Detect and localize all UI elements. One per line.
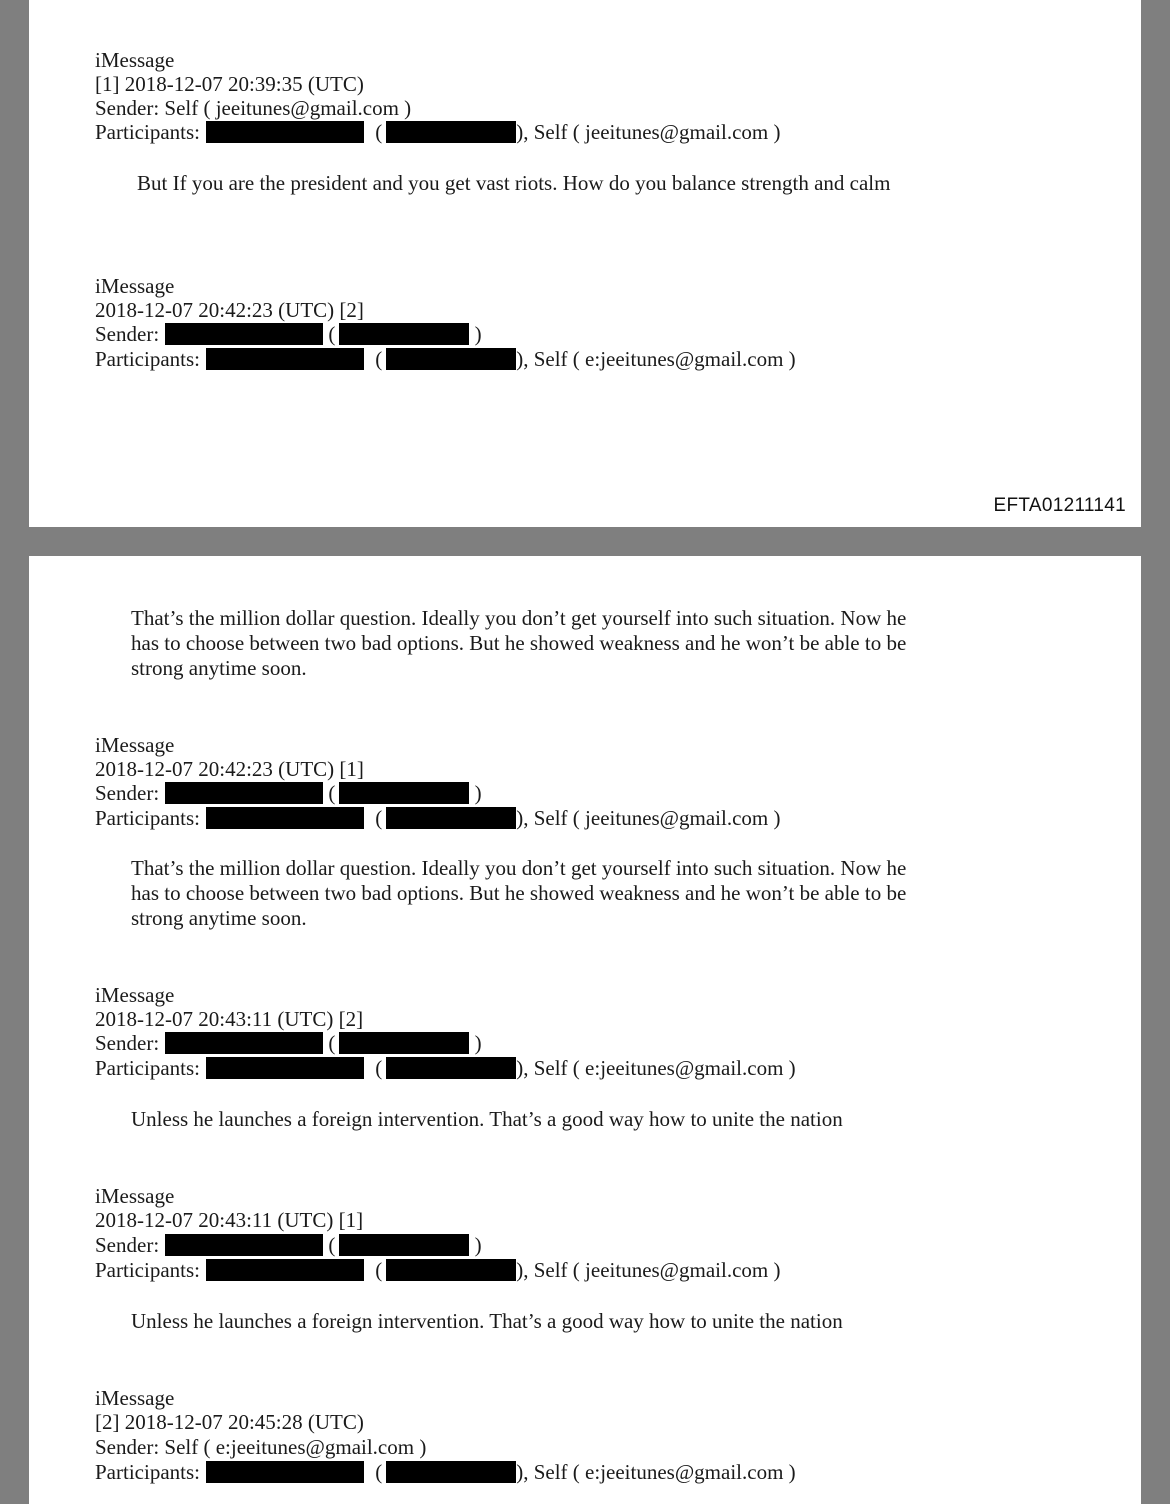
message-service: iMessage — [95, 274, 175, 298]
redaction-box — [339, 323, 469, 345]
left-margin-bar — [0, 0, 29, 1504]
bates-number: EFTA01211141 — [993, 495, 1126, 516]
participants-label: Participants: — [95, 1460, 200, 1484]
participants-line: Participants: ( ), Self ( jeeitunes@gmail.com ) — [95, 806, 781, 830]
participants-label: Participants: — [95, 347, 200, 371]
message-timestamp: [1] 2018-12-07 20:39:35 (UTC) — [95, 72, 364, 96]
redaction-box — [386, 1461, 516, 1483]
participants-suffix: ), Self ( e:jeeitunes@gmail.com ) — [516, 1056, 796, 1080]
sender-value: Self ( jeeitunes@gmail.com ) — [164, 96, 412, 120]
message-body: Unless he launches a foreign intervention. That’s a good way how to unite the nation — [131, 1107, 843, 1131]
participants-suffix: ), Self ( e:jeeitunes@gmail.com ) — [516, 347, 796, 371]
message-timestamp: 2018-12-07 20:42:23 (UTC) [1] — [95, 757, 364, 781]
sender-line: Sender: ( ) — [95, 322, 482, 346]
participants-suffix: ), Self ( jeeitunes@gmail.com ) — [516, 806, 781, 830]
sender-value: Self ( e:jeeitunes@gmail.com ) — [164, 1435, 427, 1459]
participants-suffix: ), Self ( jeeitunes@gmail.com ) — [516, 1258, 781, 1282]
sender-label: Sender: — [95, 1031, 160, 1055]
redaction-box — [386, 1057, 516, 1079]
participants-line: Participants: ( ), Self ( e:jeeitunes@gmail.com ) — [95, 1460, 796, 1484]
redaction-box — [206, 1461, 364, 1483]
redaction-box — [386, 348, 516, 370]
redaction-box — [165, 782, 323, 804]
participants-label: Participants: — [95, 1258, 200, 1282]
participants-line: Participants: ( ), Self ( e:jeeitunes@gmail.com ) — [95, 347, 796, 371]
message-service: iMessage — [95, 733, 175, 757]
sender-line — [95, 1435, 426, 1459]
redaction-box — [339, 782, 469, 804]
message-body: Unless he launches a foreign intervention. That’s a good way how to unite the nation — [131, 1309, 843, 1333]
redaction-box — [206, 807, 364, 829]
sender-label: Sender: — [95, 322, 160, 346]
sender-label: Sender: — [95, 1435, 160, 1459]
document-page-2 — [29, 556, 1141, 1504]
participants-line: Participants: ( ), Self ( jeeitunes@gmail.com ) — [95, 1258, 781, 1282]
participants-suffix: ), Self ( jeeitunes@gmail.com ) — [516, 120, 781, 144]
sender-line: Sender: ( ) — [95, 1233, 482, 1257]
right-margin-bar — [1141, 0, 1170, 1504]
sender-line — [95, 96, 411, 120]
message-body: That’s the million dollar question. Ideally you don’t get yourself into such situation. Now he has to choose between two bad options. But he showed weakness and he won’t be able to be strong anytime soon. — [131, 606, 907, 680]
message-service: iMessage — [95, 1184, 175, 1208]
sender-line: Sender: ( ) — [95, 781, 482, 805]
message-service: iMessage — [95, 1386, 175, 1410]
redaction-box — [206, 1057, 364, 1079]
participants-line: Participants: ( ), Self ( jeeitunes@gmail.com ) — [95, 120, 781, 144]
redaction-box — [165, 1234, 323, 1256]
sender-label: Sender: — [95, 781, 160, 805]
page-separator — [0, 527, 1170, 556]
message-timestamp: [2] 2018-12-07 20:45:28 (UTC) — [95, 1410, 364, 1434]
message-service: iMessage — [95, 983, 175, 1007]
message-service: iMessage — [95, 48, 175, 72]
document-page-1 — [29, 0, 1141, 527]
participants-label: Participants: — [95, 1056, 200, 1080]
redaction-box — [386, 807, 516, 829]
message-timestamp: 2018-12-07 20:43:11 (UTC) [2] — [95, 1007, 364, 1031]
sender-label: Sender: — [95, 1233, 160, 1257]
participants-suffix: ), Self ( e:jeeitunes@gmail.com ) — [516, 1460, 796, 1484]
redaction-box — [206, 121, 364, 143]
sender-line: Sender: ( ) — [95, 1031, 482, 1055]
sender-label: Sender: — [95, 96, 160, 120]
redaction-box — [386, 121, 516, 143]
message-timestamp: 2018-12-07 20:42:23 (UTC) [2] — [95, 298, 364, 322]
redaction-box — [206, 348, 364, 370]
redaction-box — [386, 1259, 516, 1281]
participants-label: Participants: — [95, 806, 200, 830]
message-timestamp: 2018-12-07 20:43:11 (UTC) [1] — [95, 1208, 364, 1232]
redaction-box — [206, 1259, 364, 1281]
message-body: That’s the million dollar question. Ideally you don’t get yourself into such situation. Now he has to choose between two bad options. But he showed weakness and he won’t be able to be strong anytime soon. — [131, 856, 907, 930]
redaction-box — [165, 323, 323, 345]
redaction-box — [165, 1032, 323, 1054]
redaction-box — [339, 1234, 469, 1256]
participants-line: Participants: ( ), Self ( e:jeeitunes@gmail.com ) — [95, 1056, 796, 1080]
participants-label: Participants: — [95, 120, 200, 144]
message-body: But If you are the president and you get vast riots. How do you balance strength and calm — [137, 171, 891, 195]
redaction-box — [339, 1032, 469, 1054]
